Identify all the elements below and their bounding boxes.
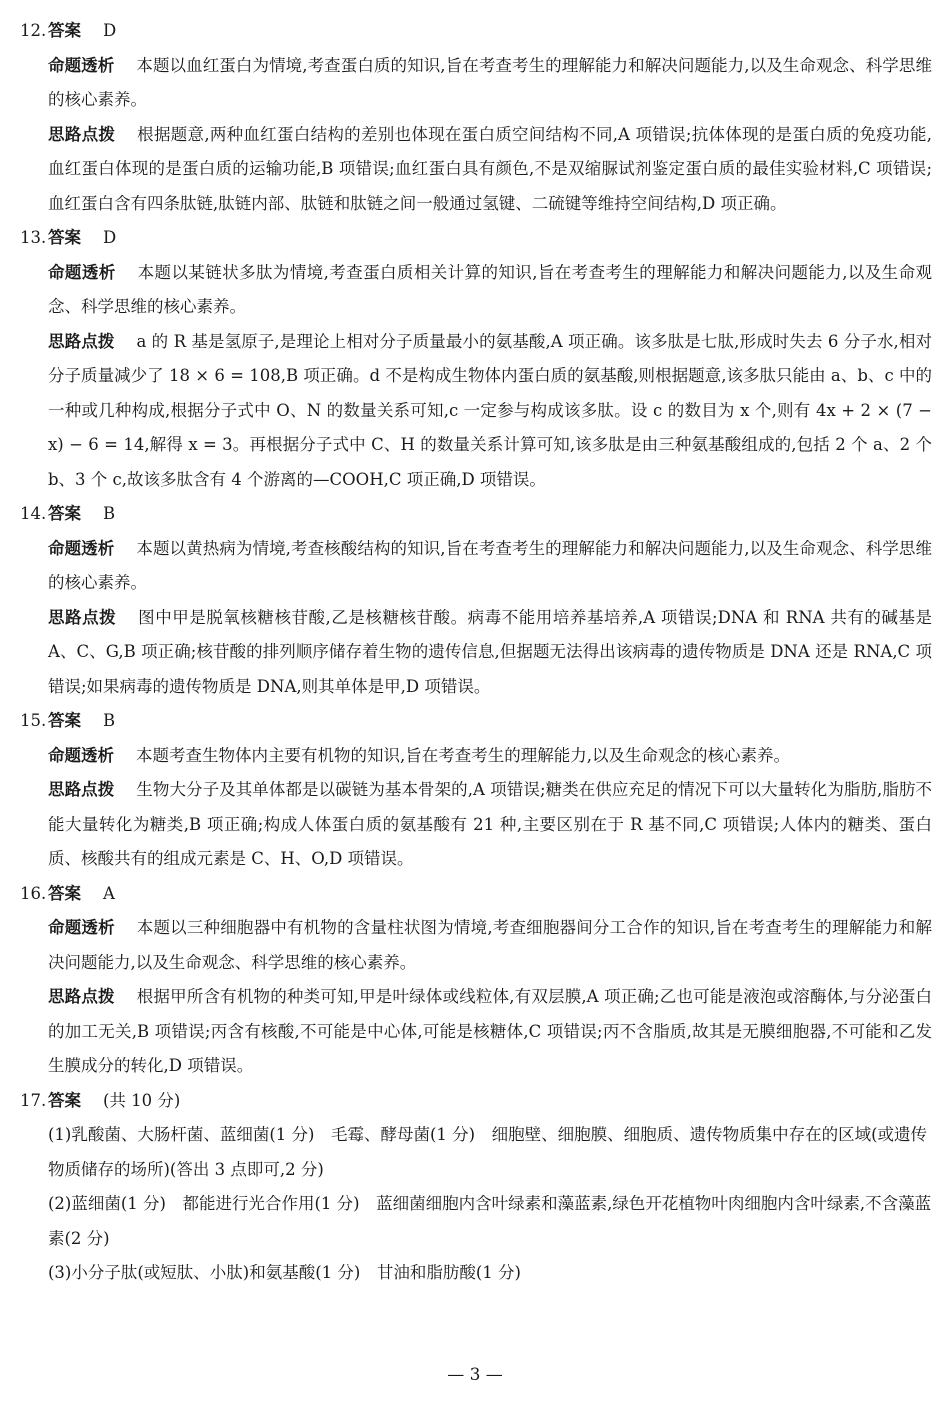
hint-paragraph xyxy=(48,601,932,705)
hint-text: a 的 R 基是氢原子,是理论上相对分子质量最小的氨基酸,A 项正确。该多肽是七肽,形成时失去 6 分子水,相对分子质量减少了 18 × 6 = 108,B 项正确。d 不是构成生物体内蛋白质的氨基酸,则根据题意,该多肽只能由 a、b、c 中的一种或几种构成,根据分子式中 O、N 的数量关系可知,c 一定参与构成该多肽。设 c 的数目为 x 个,则有 4x + 2 × (7 − x) − 6 = 14,解得 x = 3。再根据分子式中 C、H 的数量关系计算可知,该多肽是由三种氨基酸组成的,包括 2 个 a、2 个 b、3 个 c,故该多肽含有 4 个游离的—COOH,C 项正确,D 项错误。 xyxy=(48,331,933,489)
answer-line xyxy=(20,1084,932,1119)
answer-label: 答案 xyxy=(48,883,81,903)
intent-paragraph xyxy=(48,911,932,980)
intent-text: 本题以血红蛋白为情境,考查蛋白质的知识,旨在考查考生的理解能力和解决问题能力,以及生命观念、科学思维的核心素养。 xyxy=(48,55,932,109)
answer-line xyxy=(20,497,932,532)
hint-paragraph xyxy=(48,118,932,222)
question-13 xyxy=(20,221,932,497)
question-number: 15. xyxy=(20,711,47,730)
hint-label: 思路点拨 xyxy=(48,607,117,627)
sub-answer-1: (1)乳酸菌、大肠杆菌、蓝细菌(1 分) 毛霉、酵母菌(1 分) 细胞壁、细胞膜、细胞质、遗传物质集中存在的区域(或遗传物质储存的场所)(答出 3 点即可,2 分) xyxy=(48,1125,928,1179)
hint-text: 图中甲是脱氧核糖核苷酸,乙是核糖核苷酸。病毒不能用培养基培养,A 项错误;DNA 和 RNA 共有的碱基是 A、C、G,B 项正确;核苷酸的排列顺序储存着生物的遗传信息,但据题无法得出该病毒的遗传物质是 DNA 还是 RNA,C 项错误;如果病毒的遗传物质是 DNA,则其单体是甲,D 项错误。 xyxy=(48,607,933,696)
answer-value: A xyxy=(103,883,115,903)
hint-text: 根据题意,两种血红蛋白结构的差别也体现在蛋白质空间结构不同,A 项错误;抗体体现的是蛋白质的免疫功能,血红蛋白体现的是蛋白质的运输功能,B 项错误;血红蛋白具有颜色,不是双缩脲试剂鉴定蛋白质的最佳实验材料,C 项错误;血红蛋白含有四条肽链,肽链内部、肽链和肽链之间一般通过氢键、二硫键等维持空间结构,D 项正确。 xyxy=(48,124,932,213)
question-number: 12. xyxy=(20,21,47,40)
hint-label: 思路点拨 xyxy=(48,331,115,351)
answer-line xyxy=(20,877,932,912)
intent-label: 命题透析 xyxy=(48,538,115,558)
answer-line xyxy=(20,704,932,739)
intent-text: 本题以三种细胞器中有机物的含量柱状图为情境,考查细胞器间分工合作的知识,旨在考查考生的理解能力和解决问题能力,以及生命观念、科学思维的核心素养。 xyxy=(48,918,933,972)
hint-text: 根据甲所含有机物的种类可知,甲是叶绿体或线粒体,有双层膜,A 项正确;乙也可能是液泡或溶酶体,与分泌蛋白的加工无关,B 项错误;丙含有核酸,不可能是中心体,可能是核糖体,C 项错误;丙不含脂质,故其是无膜细胞器,不可能和乙发生膜成分的转化,D 项错误。 xyxy=(48,987,933,1075)
intent-paragraph xyxy=(48,49,932,118)
hint-text: 生物大分子及其单体都是以碳链为基本骨架的,A 项错误;糖类在供应充足的情况下可以大量转化为脂肪,脂肪不能大量转化为糖类,B 项正确;构成人体蛋白质的氨基酸有 21 种,主要区别在于 R 基不同,C 项错误;人体内的糖类、蛋白质、核酸共有的组成元素是 C、H、O,D 项错误。 xyxy=(48,780,932,868)
question-number: 14. xyxy=(20,504,47,523)
answer-value: B xyxy=(103,711,116,730)
answer-label: 答案 xyxy=(48,21,81,40)
intent-text: 本题以某链状多肽为情境,考查蛋白质相关计算的知识,旨在考查考生的理解能力和解决问题能力,以及生命观念、科学思维的核心素养。 xyxy=(48,262,932,316)
intent-paragraph xyxy=(48,256,932,325)
answer-value: B xyxy=(103,504,116,523)
intent-text: 本题以黄热病为情境,考查核酸结构的知识,旨在考查考生的理解能力和解决问题能力,以及生命观念、科学思维的核心素养。 xyxy=(48,538,932,592)
intent-label: 命题透析 xyxy=(48,55,115,75)
answer-content xyxy=(20,14,932,1291)
answer-label: 答案 xyxy=(48,504,81,523)
sub-answer-3: (3)小分子肽(或短肽、小肽)和氨基酸(1 分) 甘油和脂肪酸(1 分) xyxy=(48,1263,521,1282)
intent-paragraph xyxy=(48,739,932,774)
answer-value: D xyxy=(103,228,117,247)
question-12 xyxy=(20,14,932,221)
intent-label: 命题透析 xyxy=(48,918,115,937)
question-16 xyxy=(20,877,932,1084)
answer-line xyxy=(20,221,932,256)
hint-label: 思路点拨 xyxy=(48,124,116,144)
answer-label: 答案 xyxy=(48,1090,81,1110)
answer-value: D xyxy=(103,21,117,40)
hint-label: 思路点拨 xyxy=(48,987,115,1006)
question-14 xyxy=(20,497,932,704)
hint-paragraph xyxy=(48,325,932,498)
question-17 xyxy=(20,1084,932,1291)
hint-paragraph xyxy=(48,980,932,1084)
intent-label: 命题透析 xyxy=(48,745,114,765)
question-15 xyxy=(20,704,932,877)
question-number: 13. xyxy=(20,228,47,247)
answer-label: 答案 xyxy=(48,711,81,730)
page-number: — 3 — xyxy=(447,1365,503,1385)
answer-score: (共 10 分) xyxy=(103,1090,181,1110)
question-number: 16. xyxy=(20,883,47,903)
answer-line xyxy=(20,14,932,49)
sub-answer-2: (2)蓝细菌(1 分) 都能进行光合作用(1 分) 蓝细菌细胞内含叶绿素和藻蓝素,绿色开花植物叶肉细胞内含叶绿素,不含藻蓝素(2 分) xyxy=(48,1194,932,1248)
intent-text: 本题考查生物体内主要有机物的知识,旨在考查考生的理解能力,以及生命观念的核心素养。 xyxy=(136,745,790,765)
question-number: 17. xyxy=(20,1090,47,1110)
hint-paragraph xyxy=(48,773,932,877)
intent-paragraph xyxy=(48,532,932,601)
answer-label: 答案 xyxy=(48,228,81,247)
intent-label: 命题透析 xyxy=(48,262,116,282)
hint-label: 思路点拨 xyxy=(48,780,115,799)
